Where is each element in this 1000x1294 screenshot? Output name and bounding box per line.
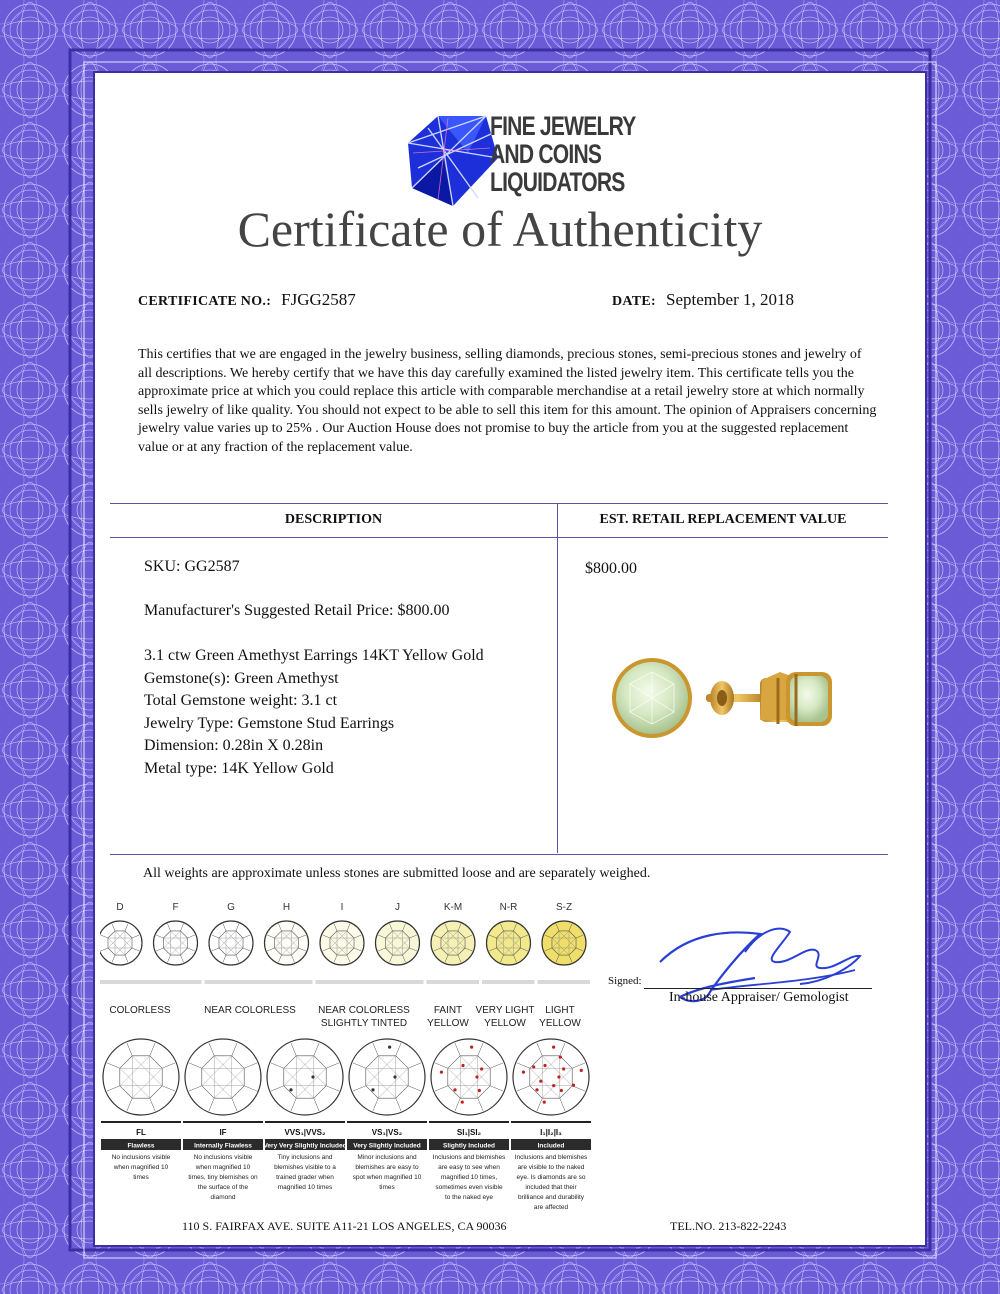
color-group-label: FAINT (433, 1005, 463, 1016)
color-group-label: YELLOW (427, 1018, 469, 1029)
color-grade-letter: D (116, 902, 124, 913)
detail-line: Gemstone(s): Green Amethyst (144, 669, 339, 687)
clarity-inclusion (470, 1046, 473, 1049)
clarity-inclusion (539, 1080, 542, 1083)
clarity-description: sometimes even visible (435, 1184, 503, 1191)
color-grade-letter: H (282, 902, 291, 913)
clarity-diamond (431, 1039, 507, 1115)
clarity-name: Very Very Slightly Included (263, 1142, 347, 1150)
detail-line: Jewelry Type: Gemstone Stud Earrings (144, 714, 395, 732)
value-header: EST. RETAIL REPLACEMENT VALUE (599, 512, 847, 527)
date-value: September 1, 2018 (666, 290, 794, 309)
signature-line (644, 988, 872, 989)
color-group-label: YELLOW (484, 1018, 526, 1029)
table-header-rule (110, 537, 888, 538)
color-group-label: NEAR COLORLESS (318, 1005, 410, 1016)
clarity-description: brilliance and durability (517, 1194, 585, 1201)
clarity-inclusion (388, 1046, 391, 1049)
detail-line: 3.1 ctw Green Amethyst Earrings 14KT Yellow Gold (144, 647, 484, 664)
footer-telephone: TEL.NO. 213-822-2243 (670, 1219, 787, 1233)
clarity-description: blemishes are easy to (355, 1164, 419, 1171)
clarity-inclusion (535, 1088, 538, 1091)
color-grade-diamond (376, 921, 420, 965)
clarity-rule (101, 1121, 181, 1123)
clarity-code: VVS₁|VVS₂ (284, 1128, 326, 1137)
clarity-description: magnified 10 times, (440, 1174, 498, 1181)
detail-line: Total Gemstone weight: 3.1 ct (144, 692, 338, 709)
clarity-description: No inclusions visible (193, 1154, 253, 1161)
clarity-description: Inclusions and blemishes (432, 1154, 506, 1161)
color-group-label: NEAR COLORLESS (204, 1005, 296, 1016)
clarity-diamond (513, 1039, 589, 1115)
clarity-inclusion (461, 1101, 464, 1104)
date-label: DATE: (612, 294, 657, 309)
description-header: DESCRIPTION (284, 512, 383, 527)
clarity-inclusion (543, 1101, 546, 1104)
clarity-rule (347, 1121, 427, 1123)
clarity-description: the surface of the (197, 1184, 249, 1191)
clarity-diamond (349, 1039, 425, 1115)
certificate-number-value: FJGG2587 (281, 290, 356, 309)
clarity-description: included that their (525, 1184, 577, 1191)
color-group-label: LIGHT (545, 1005, 575, 1016)
clarity-diamond (103, 1039, 179, 1115)
clarity-name: Slightly Included (442, 1142, 496, 1150)
clarity-inclusion (440, 1071, 443, 1074)
clarity-description: Minor inclusions and (357, 1154, 417, 1161)
color-grade-letter: J (395, 902, 400, 913)
clarity-description: are visible to the naked (517, 1164, 585, 1171)
clarity-diamond (185, 1039, 261, 1115)
clarity-inclusion (580, 1069, 583, 1072)
clarity-code: FL (136, 1128, 146, 1137)
certificate-number (138, 290, 356, 310)
certification-statement: This certifies that we are engaged in the jewelry business, selling diamonds, precious stones, semi-precious stones and jewelry of all descriptions. We hereby certify that we have this day carefully examined the listed jewelry item. This certificate tells you the approximate price at which you could replace this article with comparable merchandise at a retail jewelry store at which normally sells jewelry of like quality. You should not expect to be able to sell this item for this amount. The opinion of Appraisers concerning jewelry value varies up to 25% . Our Auction House does not promise to buy the article from you at the suggested replacement value or at any fraction of the replacement value. (138, 347, 877, 455)
color-grade-diamond (100, 921, 142, 965)
item-details (144, 645, 484, 780)
color-grade-letter: I (340, 902, 344, 913)
clarity-code: IF (219, 1128, 227, 1137)
clarity-description: when magnified 10 (113, 1164, 169, 1171)
clarity-inclusion (480, 1067, 483, 1070)
clarity-name: Internally Flawless (194, 1142, 252, 1150)
clarity-description: eye. Is diamonds are so (516, 1174, 586, 1181)
earrings-image (610, 650, 850, 750)
msrp: Manufacturer's Suggested Retail Price: $800.00 (144, 602, 450, 619)
estimated-value: $800.00 (585, 560, 637, 577)
clarity-description: times, tiny blemishes on (188, 1174, 258, 1181)
clarity-inclusion (393, 1075, 396, 1078)
color-grade-letter: K-M (443, 902, 463, 913)
clarity-description: diamond (210, 1194, 236, 1201)
clarity-inclusion (478, 1089, 481, 1092)
clarity-description: Inclusions and blemishes (514, 1154, 588, 1161)
clarity-inclusion (572, 1084, 575, 1087)
clarity-code: I₁|I₂|I₃ (540, 1128, 562, 1137)
appraiser-title: In-house Appraiser/ Gemologist (669, 990, 849, 1005)
clarity-inclusion (543, 1064, 546, 1067)
table-column-divider (557, 503, 558, 853)
detail-line: Dimension: 0.28in X 0.28in (144, 737, 324, 754)
clarity-inclusion (532, 1065, 535, 1068)
clarity-rule (183, 1121, 263, 1123)
clarity-inclusion (461, 1064, 464, 1067)
clarity-description: times (379, 1184, 395, 1191)
weights-note: All weights are approximate unless stones are submitted loose and are separately weighed. (143, 866, 651, 881)
logo-line-1: FINE JEWELRY (490, 111, 636, 141)
clarity-name: Included (537, 1142, 565, 1150)
clarity-description: No inclusions visible (111, 1154, 171, 1161)
clarity-inclusion (311, 1075, 314, 1078)
logo-wordmark (490, 112, 635, 196)
logo-line-3: LIQUIDATORS (490, 167, 625, 197)
color-grade-letter: S-Z (555, 902, 573, 913)
color-grade-diamond (320, 921, 364, 965)
clarity-rule (511, 1121, 591, 1123)
clarity-description: Tiny inclusions and (277, 1154, 333, 1161)
clarity-name: Flawless (127, 1142, 155, 1150)
color-group-label: YELLOW (539, 1018, 581, 1029)
color-group-label: SLIGHTLY TINTED (320, 1018, 408, 1029)
color-grade-diamond (431, 921, 475, 965)
certificate-title: Certificate of Authenticity (237, 201, 763, 257)
clarity-inclusion (522, 1071, 525, 1074)
logo-line-2: AND COINS (490, 139, 602, 169)
color-grade-letter: F (172, 902, 179, 913)
color-group-label: VERY LIGHT (475, 1005, 535, 1016)
clarity-inclusion (552, 1084, 555, 1087)
detail-line: Metal type: 14K Yellow Gold (144, 759, 334, 777)
clarity-description: times (133, 1174, 149, 1181)
color-grade-letter: N-R (499, 902, 518, 913)
clarity-inclusion (560, 1089, 563, 1092)
clarity-code: VS₁|VS₂ (371, 1128, 403, 1137)
clarity-inclusion (453, 1088, 456, 1091)
clarity-code: SI₁|SI₂ (456, 1128, 482, 1137)
sku: SKU: GG2587 (144, 558, 240, 575)
clarity-inclusion (552, 1046, 555, 1049)
color-group-label: COLORLESS (109, 1005, 171, 1016)
color-scale-bar (100, 980, 590, 984)
clarity-inclusion (557, 1075, 560, 1078)
color-grade-diamond (487, 921, 531, 965)
clarity-description: when magnified 10 (195, 1164, 251, 1171)
clarity-inclusion (371, 1088, 374, 1091)
diamond-grading-chart (100, 895, 595, 1215)
clarity-description: are easy to see when (438, 1164, 500, 1171)
clarity-inclusion (475, 1075, 478, 1078)
color-grade-diamond (209, 921, 253, 965)
clarity-inclusion (559, 1055, 562, 1058)
clarity-description: to the naked eye (444, 1194, 494, 1201)
signed-label: Signed: (608, 975, 642, 987)
clarity-inclusion (289, 1088, 292, 1091)
clarity-rule (429, 1121, 509, 1123)
clarity-diamond (267, 1039, 343, 1115)
clarity-description: are affected (533, 1204, 569, 1211)
clarity-name: Very Slightly Included (353, 1142, 421, 1150)
color-grade-diamond (542, 921, 586, 965)
clarity-description: trained grader when (276, 1174, 334, 1181)
certificate-date (612, 290, 794, 310)
certificate-number-label: CERTIFICATE NO.: (138, 294, 272, 309)
clarity-description: magnified 10 times (277, 1184, 333, 1191)
clarity-rule (265, 1121, 345, 1123)
clarity-inclusion (562, 1067, 565, 1070)
color-grade-diamond (265, 921, 309, 965)
footer-address: 110 S. FAIRFAX AVE. SUITE A11-21 LOS ANGELES, CA 90036 (182, 1219, 507, 1233)
color-grade-letter: G (227, 902, 235, 913)
color-grade-diamond (154, 921, 198, 965)
clarity-description: blemishes visible to a (274, 1164, 336, 1171)
clarity-description: spot when magnified 10 (352, 1174, 422, 1181)
